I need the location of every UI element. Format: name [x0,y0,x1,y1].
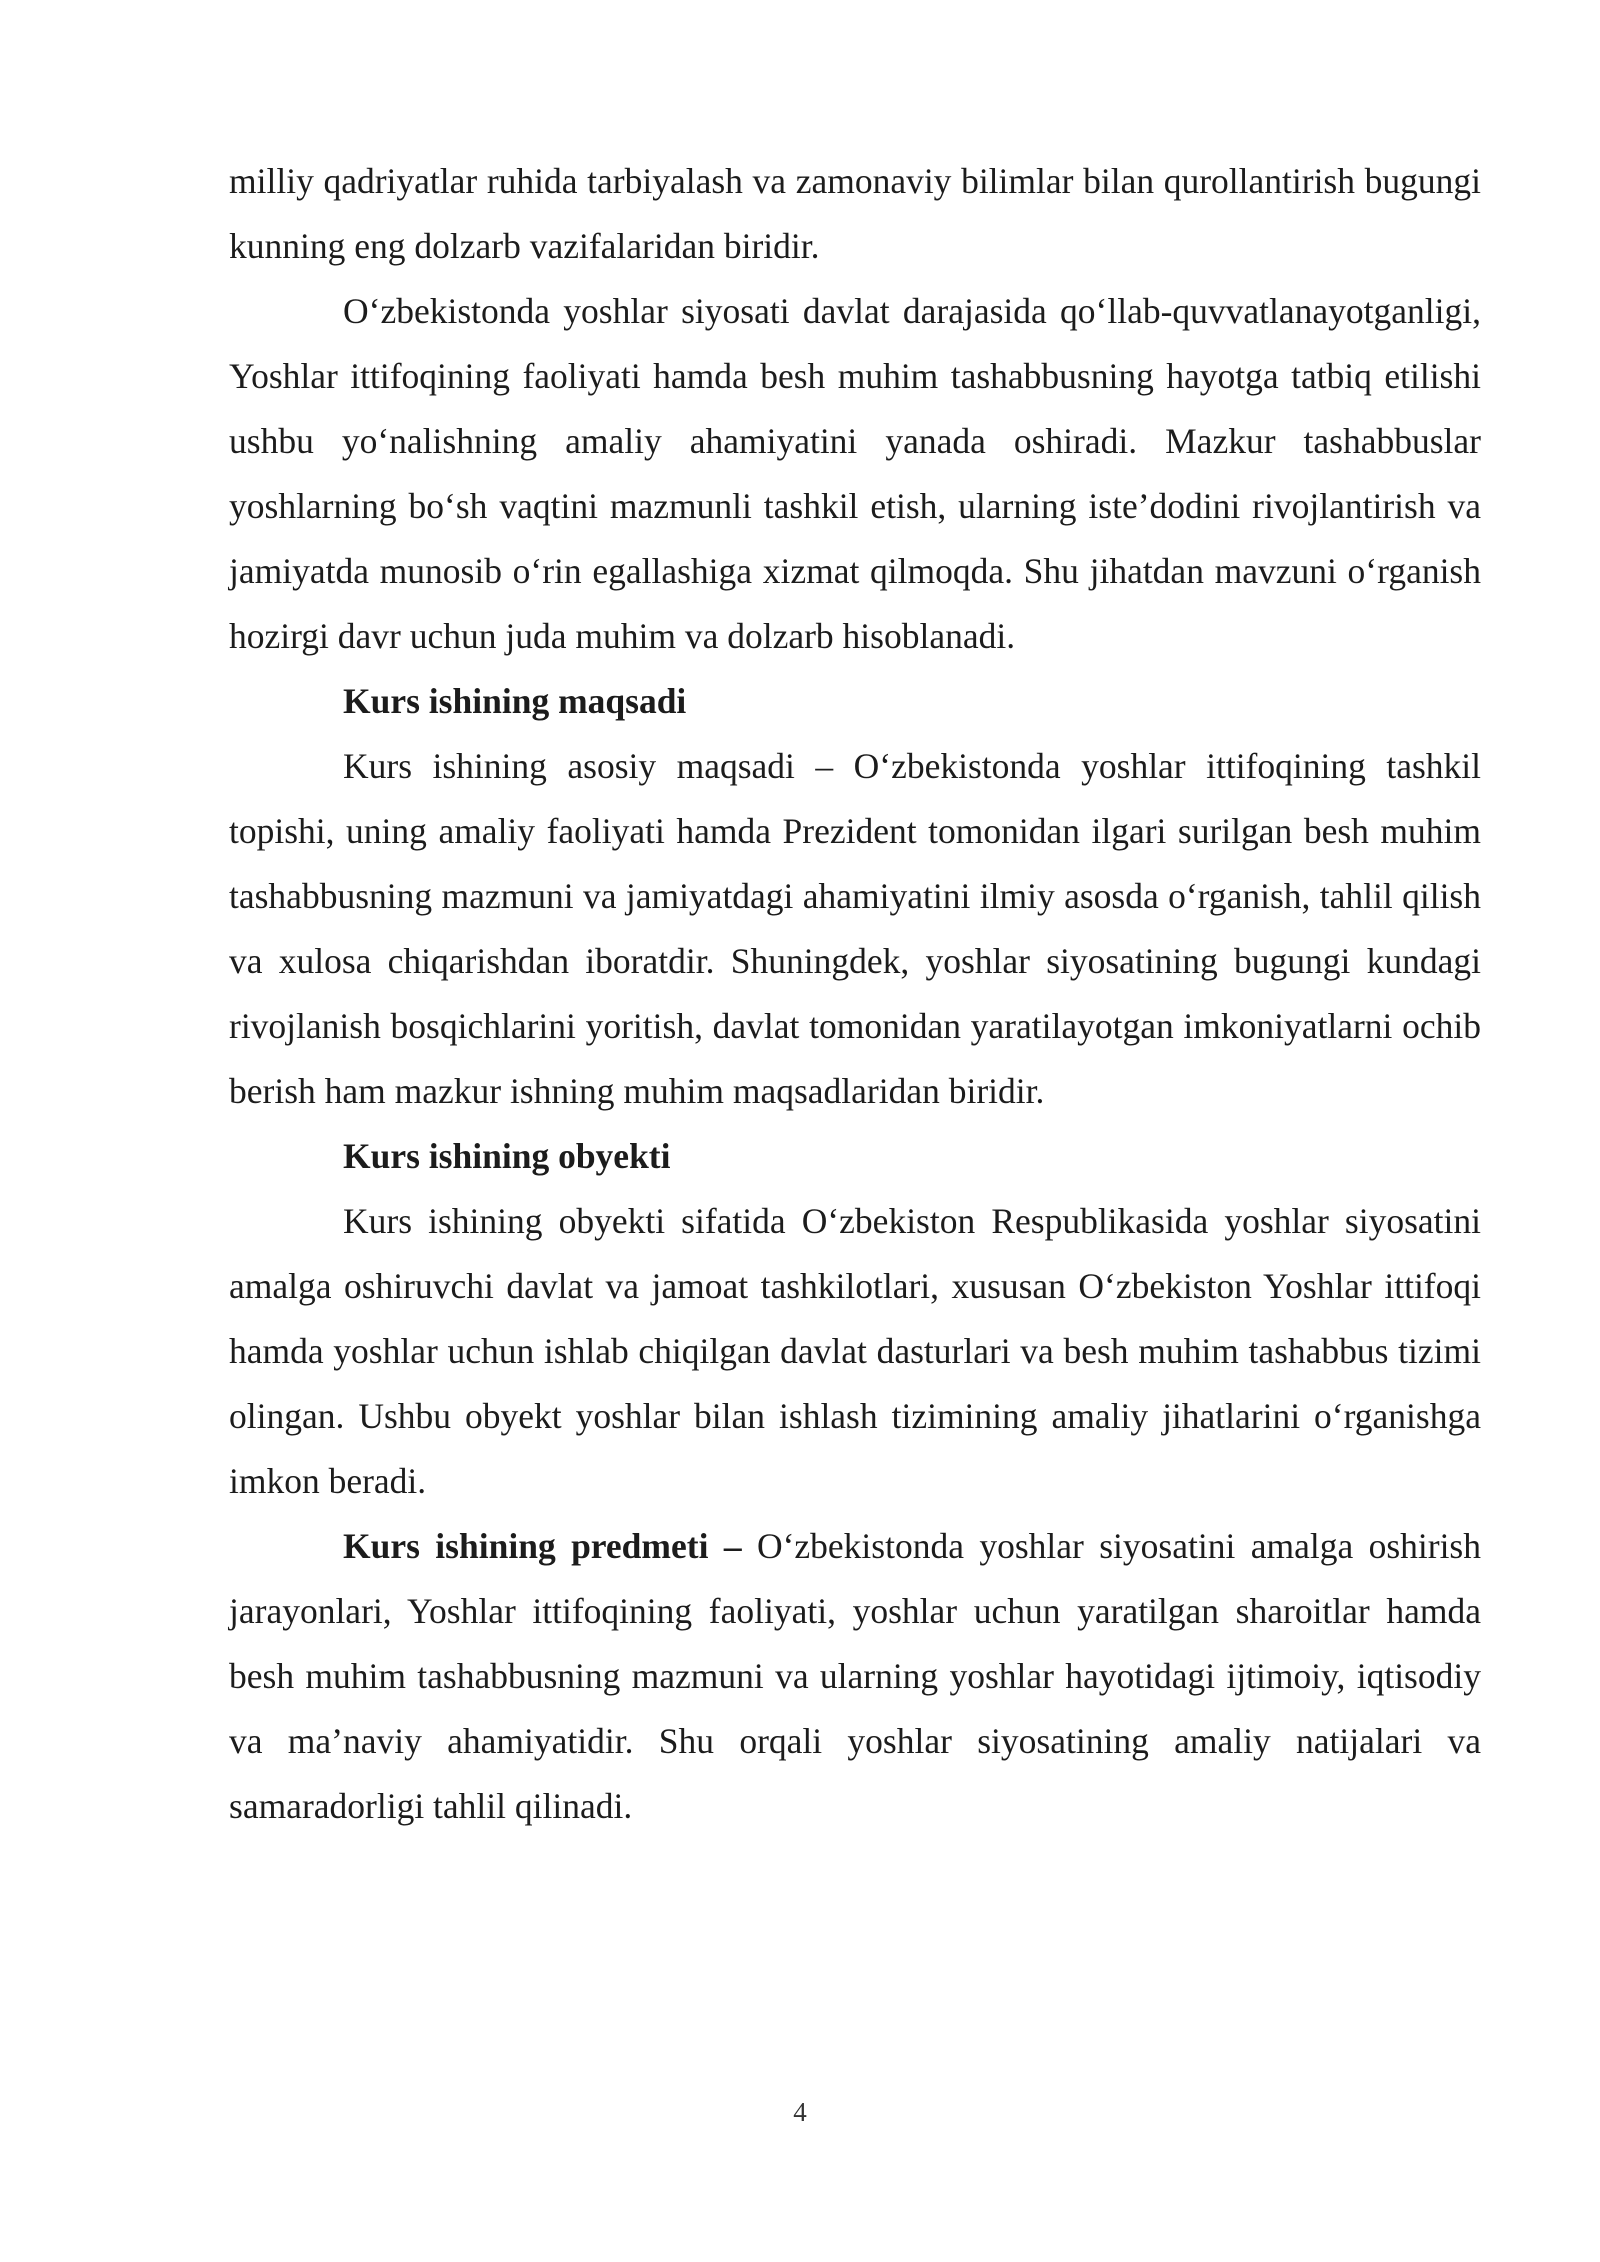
course-subject-label: Kurs ishining predmeti – [343,1526,742,1566]
page-number: 4 [793,2097,807,2127]
paragraph-course-object: Kurs ishining obyekti sifatida O‘zbekiston Respublikasida yoshlar siyosatini amalga oshiruvchi davlat va jamoat tashkilotlari, xususan O‘zbekiston Yoshlar ittifoqi hamda yoshlar uchun ishlab chiqilgan davlat dasturlari va besh muhim tashabbus tizimi olingan. Ushbu obyekt yoshlar bilan ishlash tizimining amaliy jihatlarini o‘rganishga imkon beradi. [229,1201,1481,1501]
heading-course-object: Kurs ishining obyekti [343,1136,671,1176]
paragraph-youth-policy: O‘zbekistonda yoshlar siyosati davlat darajasida qo‘llab-quvvatlanayotganligi, Yoshlar ittifoqining faoliyati hamda besh muhim tashabbusning hayotga tatbiq etilishi ushbu yo‘nalishning amaliy ahamiyatini yanada oshiradi. Mazkur tashabbuslar yoshlarning bo‘sh vaqtini mazmunli tashkil etish, ularning iste’dodini rivojlantirish va jamiyatda munosib o‘rin egallashiga xizmat qilmoqda. Shu jihatdan mavzuni o‘rganish hozirgi davr uchun juda muhim va dolzarb hisoblanadi. [229,291,1481,656]
course-subject-text: O‘zbekistonda yoshlar siyosatini amalga oshirish jarayonlari, Yoshlar ittifoqining faoliyati, yoshlar uchun yaratilgan sharoitlar hamda besh muhim tashabbusning mazmuni va ularning yoshlar hayotidagi ijtimoiy, iqtisodiy va ma’naviy ahamiyatidir. Shu orqali yoshlar siyosatining amaliy natijalari va samaradorligi tahlil qilinadi. [229,1526,1482,1826]
body-text [229,149,1481,1839]
paragraph-intro-continuation: milliy qadriyatlar ruhida tarbiyalash va zamonaviy bilimlar bilan qurollantirish bugungi kunning eng dolzarb vazifalaridan biridir. [229,161,1481,266]
paragraph-course-subject [229,1514,1481,1839]
paragraph-course-goal: Kurs ishining asosiy maqsadi – O‘zbekistonda yoshlar ittifoqining tashkil topishi, uning amaliy faoliyati hamda Prezident tomonidan ilgari surilgan besh muhim tashabbusning mazmuni va jamiyatdagi ahamiyatini ilmiy asosda o‘rganish, tahlil qilish va xulosa chiqarishdan iboratdir. Shuningdek, yoshlar siyosatining bugungi kundagi rivojlanish bosqichlarini yoritish, davlat tomonidan yaratilayotgan imkoniyatlarni ochib berish ham mazkur ishning muhim maqsadlaridan biridir. [229,746,1481,1111]
heading-course-goal: Kurs ishining maqsadi [343,681,687,721]
